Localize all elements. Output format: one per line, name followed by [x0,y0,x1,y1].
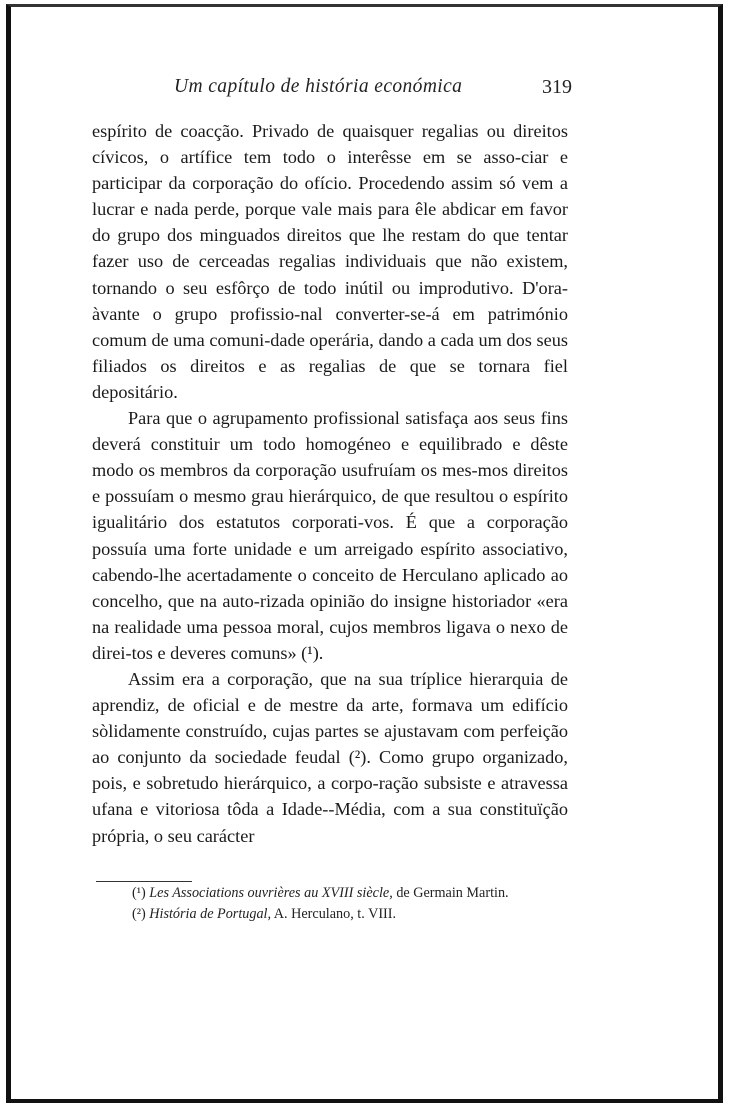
footnotes [92,883,568,925]
footnote-1-rest: de Germain Martin. [392,885,509,901]
footnote-2 [92,904,568,925]
page-number: 319 [542,76,572,98]
footnote-1-mark: (¹) [132,885,146,901]
running-title: Um capítulo de história económica [174,76,463,97]
paragraph-1: espírito de coacção. Privado de quaisquer regalias ou direitos cívicos, o artífice tem todo o interêsse em se asso-ciar e participar da corporação do ofício. Procedendo assim só vem a lucrar e nada perde, porque vale mais para êle abdicar em favor do grupo dos minguados direitos que lhe restam do que tentar fazer uso de cerceadas regalias individuais que não existem, tornando o seu esfôrço de todo inútil ou improdutivo. D'ora-àvante o grupo profissio-nal converter-se-á em património comum de uma comuni-dade operária, dando a cada um dos seus filiados os direitos e as regalias de que se tornara fiel depositário. [92,121,568,402]
footnote-2-mark: (²) [132,906,146,922]
running-header [92,76,572,100]
footnote-1 [92,883,568,904]
footnote-rule [96,881,192,882]
footnote-2-rest: A. Herculano, t. VIII. [271,906,397,922]
paragraph-3: Assim era a corporação, que na sua tríplice hierarquia de aprendiz, de oficial e de mestre da arte, formava um edifício sòlidamente construído, cujas partes se ajustavam com perfeição ao conjunto da sociedade feudal (²). Como grupo organizado, pois, e sobretudo hierárquico, a corpo-ração subsiste e atravessa ufana e vitoriosa tôda a Idade--Média, com a sua constituïção própria, o seu carácter [92,668,568,846]
body-text [92,118,568,849]
footnote-1-title: Les Associations ouvrières au XVIII siècle, [149,885,393,901]
paragraph-2: Para que o agrupamento profissional satisfaça aos seus fins deverá constituir um todo homogéneo e equilibrado e dêste modo os membros da corporação usufruíam os mes-mos direitos e possuíam o mesmo grau hierárquico, de que resultou o espírito igualitário dos estatutos corporati-vos. É que a corporação possuía uma forte unidade e um arreigado espírito associativo, cabendo-lhe acertadamente o conceito de Herculano aplicado ao concelho, que na auto-rizada opinião do insigne historiador «era na realidade uma pessoa moral, cujos membros ligava o nexo de direi-tos e deveres comuns» (¹). [92,408,568,663]
footnote-2-title: História de Portugal, [149,906,272,922]
